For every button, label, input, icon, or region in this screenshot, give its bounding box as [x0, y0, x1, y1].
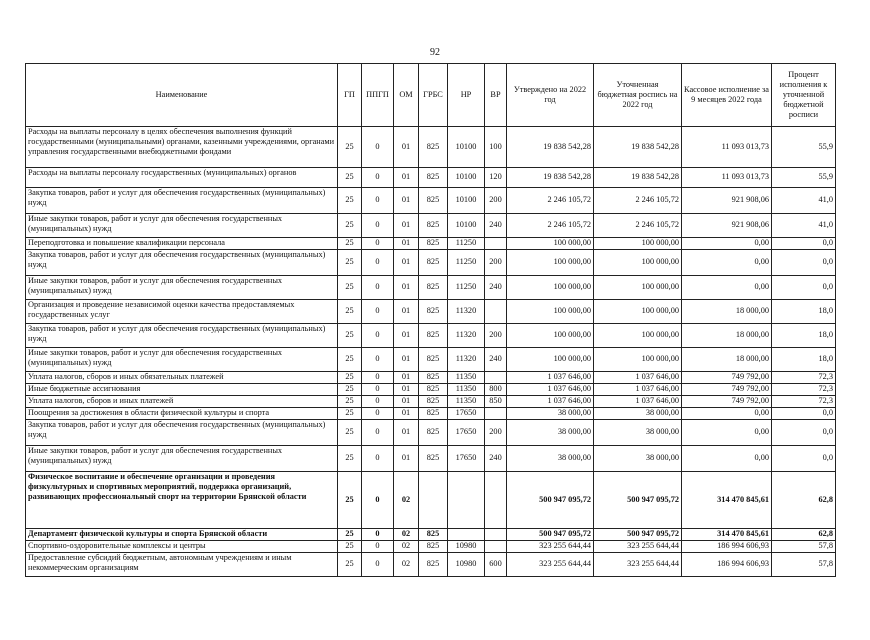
cell-gp: 25	[338, 168, 362, 188]
table-row	[26, 324, 836, 348]
cell-vr: 240	[485, 276, 507, 300]
cell-percent: 72,3	[772, 372, 836, 384]
cell-om: 01	[394, 384, 419, 396]
cell-ppgp: 0	[362, 446, 394, 472]
cell-name: Уплата налогов, сборов и иных платежей	[26, 396, 338, 408]
cell-vr	[485, 238, 507, 250]
cell-revised: 38 000,00	[594, 408, 682, 420]
cell-name: Физическое воспитание и обеспечение организации и проведения физкультурных и спортивных мероприятий, поддержка организаций, развивающих профессиональный спорт на территории Брянской области	[26, 472, 338, 529]
cell-grbs: 825	[419, 348, 448, 372]
header-om: ОМ	[394, 64, 419, 127]
cell-om: 01	[394, 372, 419, 384]
cell-percent: 0,0	[772, 238, 836, 250]
cell-gp: 25	[338, 396, 362, 408]
cell-gp: 25	[338, 384, 362, 396]
cell-revised: 1 037 646,00	[594, 396, 682, 408]
table-body	[26, 127, 836, 577]
cell-gp: 25	[338, 420, 362, 446]
cell-name: Иные закупки товаров, работ и услуг для обеспечения государственных (муниципальных) нужд	[26, 276, 338, 300]
cell-grbs: 825	[419, 168, 448, 188]
cell-name: Предоставление субсидий бюджетным, автономным учреждениям и иным некоммерческим организациям	[26, 553, 338, 577]
cell-om: 01	[394, 127, 419, 168]
cell-name: Закупка товаров, работ и услуг для обеспечения государственных (муниципальных) нужд	[26, 250, 338, 276]
cell-cash: 0,00	[682, 408, 772, 420]
cell-np: 11250	[448, 238, 485, 250]
table-row	[26, 250, 836, 276]
cell-approved: 100 000,00	[507, 324, 594, 348]
cell-ppgp: 0	[362, 214, 394, 238]
cell-ppgp: 0	[362, 348, 394, 372]
cell-cash: 921 908,06	[682, 214, 772, 238]
cell-percent: 0,0	[772, 446, 836, 472]
header-approved: Утверждено на 2022 год	[507, 64, 594, 127]
cell-om: 01	[394, 214, 419, 238]
cell-np: 10100	[448, 127, 485, 168]
cell-ppgp: 0	[362, 324, 394, 348]
cell-cash: 11 093 013,73	[682, 168, 772, 188]
cell-revised: 1 037 646,00	[594, 372, 682, 384]
header-gp: ГП	[338, 64, 362, 127]
cell-revised: 19 838 542,28	[594, 168, 682, 188]
cell-np	[448, 529, 485, 541]
cell-np: 10100	[448, 214, 485, 238]
cell-np: 11250	[448, 250, 485, 276]
page-number: 92	[430, 47, 440, 58]
cell-cash: 11 093 013,73	[682, 127, 772, 168]
cell-revised: 500 947 095,72	[594, 472, 682, 529]
cell-np: 11350	[448, 384, 485, 396]
cell-vr: 800	[485, 384, 507, 396]
cell-cash: 0,00	[682, 446, 772, 472]
table-row	[26, 446, 836, 472]
cell-gp: 25	[338, 188, 362, 214]
cell-vr	[485, 529, 507, 541]
cell-grbs: 825	[419, 529, 448, 541]
header-cash: Кассовое исполнение за 9 месяцев 2022 года	[682, 64, 772, 127]
cell-revised: 100 000,00	[594, 348, 682, 372]
cell-np: 11320	[448, 300, 485, 324]
cell-grbs: 825	[419, 420, 448, 446]
cell-grbs: 825	[419, 324, 448, 348]
cell-percent: 41,0	[772, 188, 836, 214]
cell-ppgp: 0	[362, 384, 394, 396]
cell-percent: 0,0	[772, 276, 836, 300]
header-revised: Уточненная бюджетная роспись на 2022 год	[594, 64, 682, 127]
cell-gp: 25	[338, 372, 362, 384]
cell-np: 11320	[448, 348, 485, 372]
cell-revised: 100 000,00	[594, 324, 682, 348]
cell-vr	[485, 472, 507, 529]
cell-np: 11250	[448, 276, 485, 300]
table-row	[26, 238, 836, 250]
cell-name: Иные закупки товаров, работ и услуг для обеспечения государственных (муниципальных) нужд	[26, 446, 338, 472]
table-row	[26, 127, 836, 168]
cell-vr: 100	[485, 127, 507, 168]
cell-gp: 25	[338, 408, 362, 420]
cell-approved: 1 037 646,00	[507, 384, 594, 396]
cell-name: Поощрения за достижения в области физической культуры и спорта	[26, 408, 338, 420]
cell-approved: 38 000,00	[507, 420, 594, 446]
cell-name: Иные закупки товаров, работ и услуг для обеспечения государственных (муниципальных) нужд	[26, 214, 338, 238]
cell-gp: 25	[338, 214, 362, 238]
cell-vr	[485, 408, 507, 420]
cell-name: Закупка товаров, работ и услуг для обеспечения государственных (муниципальных) нужд	[26, 188, 338, 214]
cell-ppgp: 0	[362, 420, 394, 446]
cell-om: 01	[394, 188, 419, 214]
cell-vr: 200	[485, 324, 507, 348]
cell-approved: 2 246 105,72	[507, 188, 594, 214]
table-row	[26, 372, 836, 384]
cell-percent: 41,0	[772, 214, 836, 238]
cell-ppgp: 0	[362, 168, 394, 188]
cell-vr: 600	[485, 553, 507, 577]
cell-revised: 100 000,00	[594, 276, 682, 300]
cell-percent: 62,8	[772, 529, 836, 541]
cell-grbs: 825	[419, 384, 448, 396]
cell-approved: 100 000,00	[507, 348, 594, 372]
cell-name: Иные закупки товаров, работ и услуг для обеспечения государственных (муниципальных) нужд	[26, 348, 338, 372]
table-row	[26, 214, 836, 238]
cell-cash: 0,00	[682, 420, 772, 446]
table-row	[26, 348, 836, 372]
cell-gp: 25	[338, 529, 362, 541]
cell-name: Расходы на выплаты персоналу государственных (муниципальных) органов	[26, 168, 338, 188]
table-row	[26, 396, 836, 408]
cell-grbs: 825	[419, 238, 448, 250]
cell-vr	[485, 541, 507, 553]
cell-revised: 1 037 646,00	[594, 384, 682, 396]
cell-np: 10100	[448, 188, 485, 214]
cell-approved: 323 255 644,44	[507, 553, 594, 577]
cell-np: 10980	[448, 553, 485, 577]
cell-revised: 100 000,00	[594, 250, 682, 276]
cell-ppgp: 0	[362, 276, 394, 300]
cell-cash: 0,00	[682, 276, 772, 300]
cell-gp: 25	[338, 127, 362, 168]
table-row	[26, 529, 836, 541]
cell-om: 01	[394, 420, 419, 446]
cell-gp: 25	[338, 446, 362, 472]
cell-grbs: 825	[419, 300, 448, 324]
cell-vr: 200	[485, 250, 507, 276]
cell-grbs: 825	[419, 553, 448, 577]
cell-ppgp: 0	[362, 300, 394, 324]
cell-gp: 25	[338, 348, 362, 372]
cell-approved: 100 000,00	[507, 238, 594, 250]
cell-om: 01	[394, 168, 419, 188]
cell-cash: 749 792,00	[682, 396, 772, 408]
cell-ppgp: 0	[362, 553, 394, 577]
cell-ppgp: 0	[362, 250, 394, 276]
cell-om: 01	[394, 238, 419, 250]
table-row	[26, 188, 836, 214]
cell-name: Закупка товаров, работ и услуг для обеспечения государственных (муниципальных) нужд	[26, 324, 338, 348]
header-ppgp: ППГП	[362, 64, 394, 127]
cell-revised: 100 000,00	[594, 238, 682, 250]
cell-revised: 2 246 105,72	[594, 188, 682, 214]
cell-cash: 314 470 845,61	[682, 472, 772, 529]
cell-np: 17650	[448, 446, 485, 472]
cell-percent: 72,3	[772, 384, 836, 396]
cell-gp: 25	[338, 472, 362, 529]
cell-ppgp: 0	[362, 396, 394, 408]
table-row	[26, 300, 836, 324]
cell-vr	[485, 372, 507, 384]
cell-np: 11350	[448, 372, 485, 384]
cell-name: Переподготовка и повышение квалификации персонала	[26, 238, 338, 250]
cell-percent: 0,0	[772, 408, 836, 420]
cell-approved: 100 000,00	[507, 276, 594, 300]
cell-approved: 19 838 542,28	[507, 127, 594, 168]
cell-om: 01	[394, 250, 419, 276]
cell-np: 17650	[448, 408, 485, 420]
cell-np: 10100	[448, 168, 485, 188]
cell-grbs: 825	[419, 276, 448, 300]
cell-np: 11350	[448, 396, 485, 408]
cell-percent: 0,0	[772, 250, 836, 276]
cell-grbs: 825	[419, 127, 448, 168]
cell-cash: 186 994 606,93	[682, 553, 772, 577]
cell-grbs: 825	[419, 372, 448, 384]
table-row	[26, 276, 836, 300]
cell-approved: 323 255 644,44	[507, 541, 594, 553]
cell-cash: 18 000,00	[682, 300, 772, 324]
cell-approved: 500 947 095,72	[507, 472, 594, 529]
cell-name: Иные бюджетные ассигнования	[26, 384, 338, 396]
cell-vr: 240	[485, 214, 507, 238]
cell-approved: 2 246 105,72	[507, 214, 594, 238]
cell-percent: 55,9	[772, 127, 836, 168]
cell-approved: 38 000,00	[507, 446, 594, 472]
cell-name: Расходы на выплаты персоналу в целях обеспечения выполнения функций государственными (муниципальными) органами, казенными учреждениями, органами управления государственными внебюджетными фондами	[26, 127, 338, 168]
cell-om: 02	[394, 553, 419, 577]
cell-approved: 100 000,00	[507, 300, 594, 324]
table-header-row	[26, 64, 836, 127]
cell-gp: 25	[338, 276, 362, 300]
cell-cash: 18 000,00	[682, 348, 772, 372]
cell-grbs: 825	[419, 250, 448, 276]
table-row	[26, 541, 836, 553]
cell-percent: 18,0	[772, 348, 836, 372]
cell-approved: 500 947 095,72	[507, 529, 594, 541]
cell-revised: 19 838 542,28	[594, 127, 682, 168]
cell-name: Закупка товаров, работ и услуг для обеспечения государственных (муниципальных) нужд	[26, 420, 338, 446]
cell-gp: 25	[338, 238, 362, 250]
header-percent: Процент исполнения к уточненной бюджетной росписи	[772, 64, 836, 127]
cell-grbs: 825	[419, 446, 448, 472]
cell-grbs: 825	[419, 214, 448, 238]
cell-revised: 2 246 105,72	[594, 214, 682, 238]
cell-name: Спортивно-оздоровительные комплексы и центры	[26, 541, 338, 553]
cell-percent: 55,9	[772, 168, 836, 188]
header-np: НР	[448, 64, 485, 127]
cell-name: Департамент физической культуры и спорта Брянской области	[26, 529, 338, 541]
cell-om: 02	[394, 541, 419, 553]
cell-vr	[485, 300, 507, 324]
cell-np: 10980	[448, 541, 485, 553]
cell-percent: 57,8	[772, 553, 836, 577]
table-row	[26, 420, 836, 446]
cell-om: 01	[394, 396, 419, 408]
cell-grbs	[419, 472, 448, 529]
cell-cash: 749 792,00	[682, 372, 772, 384]
cell-revised: 38 000,00	[594, 446, 682, 472]
table-row	[26, 472, 836, 529]
table-row	[26, 384, 836, 396]
cell-vr: 200	[485, 188, 507, 214]
cell-om: 01	[394, 300, 419, 324]
cell-gp: 25	[338, 553, 362, 577]
cell-np	[448, 472, 485, 529]
cell-ppgp: 0	[362, 127, 394, 168]
cell-np: 17650	[448, 420, 485, 446]
cell-cash: 0,00	[682, 250, 772, 276]
cell-om: 02	[394, 529, 419, 541]
cell-om: 01	[394, 324, 419, 348]
cell-ppgp: 0	[362, 238, 394, 250]
cell-om: 01	[394, 408, 419, 420]
cell-ppgp: 0	[362, 472, 394, 529]
cell-om: 01	[394, 446, 419, 472]
cell-gp: 25	[338, 250, 362, 276]
cell-cash: 186 994 606,93	[682, 541, 772, 553]
cell-approved: 38 000,00	[507, 408, 594, 420]
cell-cash: 749 792,00	[682, 384, 772, 396]
cell-ppgp: 0	[362, 188, 394, 214]
cell-percent: 0,0	[772, 420, 836, 446]
cell-percent: 72,3	[772, 396, 836, 408]
cell-name: Организация и проведение независимой оценки качества предоставляемых государственных услуг	[26, 300, 338, 324]
cell-om: 01	[394, 276, 419, 300]
cell-approved: 100 000,00	[507, 250, 594, 276]
cell-approved: 19 838 542,28	[507, 168, 594, 188]
header-grbs: ГРБС	[419, 64, 448, 127]
cell-ppgp: 0	[362, 372, 394, 384]
cell-cash: 314 470 845,61	[682, 529, 772, 541]
cell-ppgp: 0	[362, 529, 394, 541]
cell-vr: 850	[485, 396, 507, 408]
cell-percent: 57,8	[772, 541, 836, 553]
table-row	[26, 553, 836, 577]
table-row	[26, 168, 836, 188]
cell-revised: 323 255 644,44	[594, 541, 682, 553]
cell-percent: 62,8	[772, 472, 836, 529]
cell-vr: 240	[485, 348, 507, 372]
cell-grbs: 825	[419, 188, 448, 214]
cell-om: 01	[394, 348, 419, 372]
cell-revised: 100 000,00	[594, 300, 682, 324]
cell-approved: 1 037 646,00	[507, 372, 594, 384]
budget-execution-table	[25, 63, 836, 577]
cell-gp: 25	[338, 300, 362, 324]
cell-cash: 921 908,06	[682, 188, 772, 214]
cell-grbs: 825	[419, 541, 448, 553]
cell-cash: 0,00	[682, 238, 772, 250]
cell-np: 11320	[448, 324, 485, 348]
cell-revised: 500 947 095,72	[594, 529, 682, 541]
cell-ppgp: 0	[362, 408, 394, 420]
cell-vr: 200	[485, 420, 507, 446]
cell-grbs: 825	[419, 408, 448, 420]
cell-vr: 120	[485, 168, 507, 188]
cell-gp: 25	[338, 324, 362, 348]
cell-revised: 38 000,00	[594, 420, 682, 446]
cell-name: Уплата налогов, сборов и иных обязательных платежей	[26, 372, 338, 384]
cell-om: 02	[394, 472, 419, 529]
cell-percent: 18,0	[772, 300, 836, 324]
cell-gp: 25	[338, 541, 362, 553]
header-name: Наименование	[26, 64, 338, 127]
cell-vr: 240	[485, 446, 507, 472]
table-row	[26, 408, 836, 420]
header-vr: ВР	[485, 64, 507, 127]
cell-cash: 18 000,00	[682, 324, 772, 348]
cell-percent: 18,0	[772, 324, 836, 348]
cell-approved: 1 037 646,00	[507, 396, 594, 408]
cell-ppgp: 0	[362, 541, 394, 553]
cell-grbs: 825	[419, 396, 448, 408]
cell-revised: 323 255 644,44	[594, 553, 682, 577]
